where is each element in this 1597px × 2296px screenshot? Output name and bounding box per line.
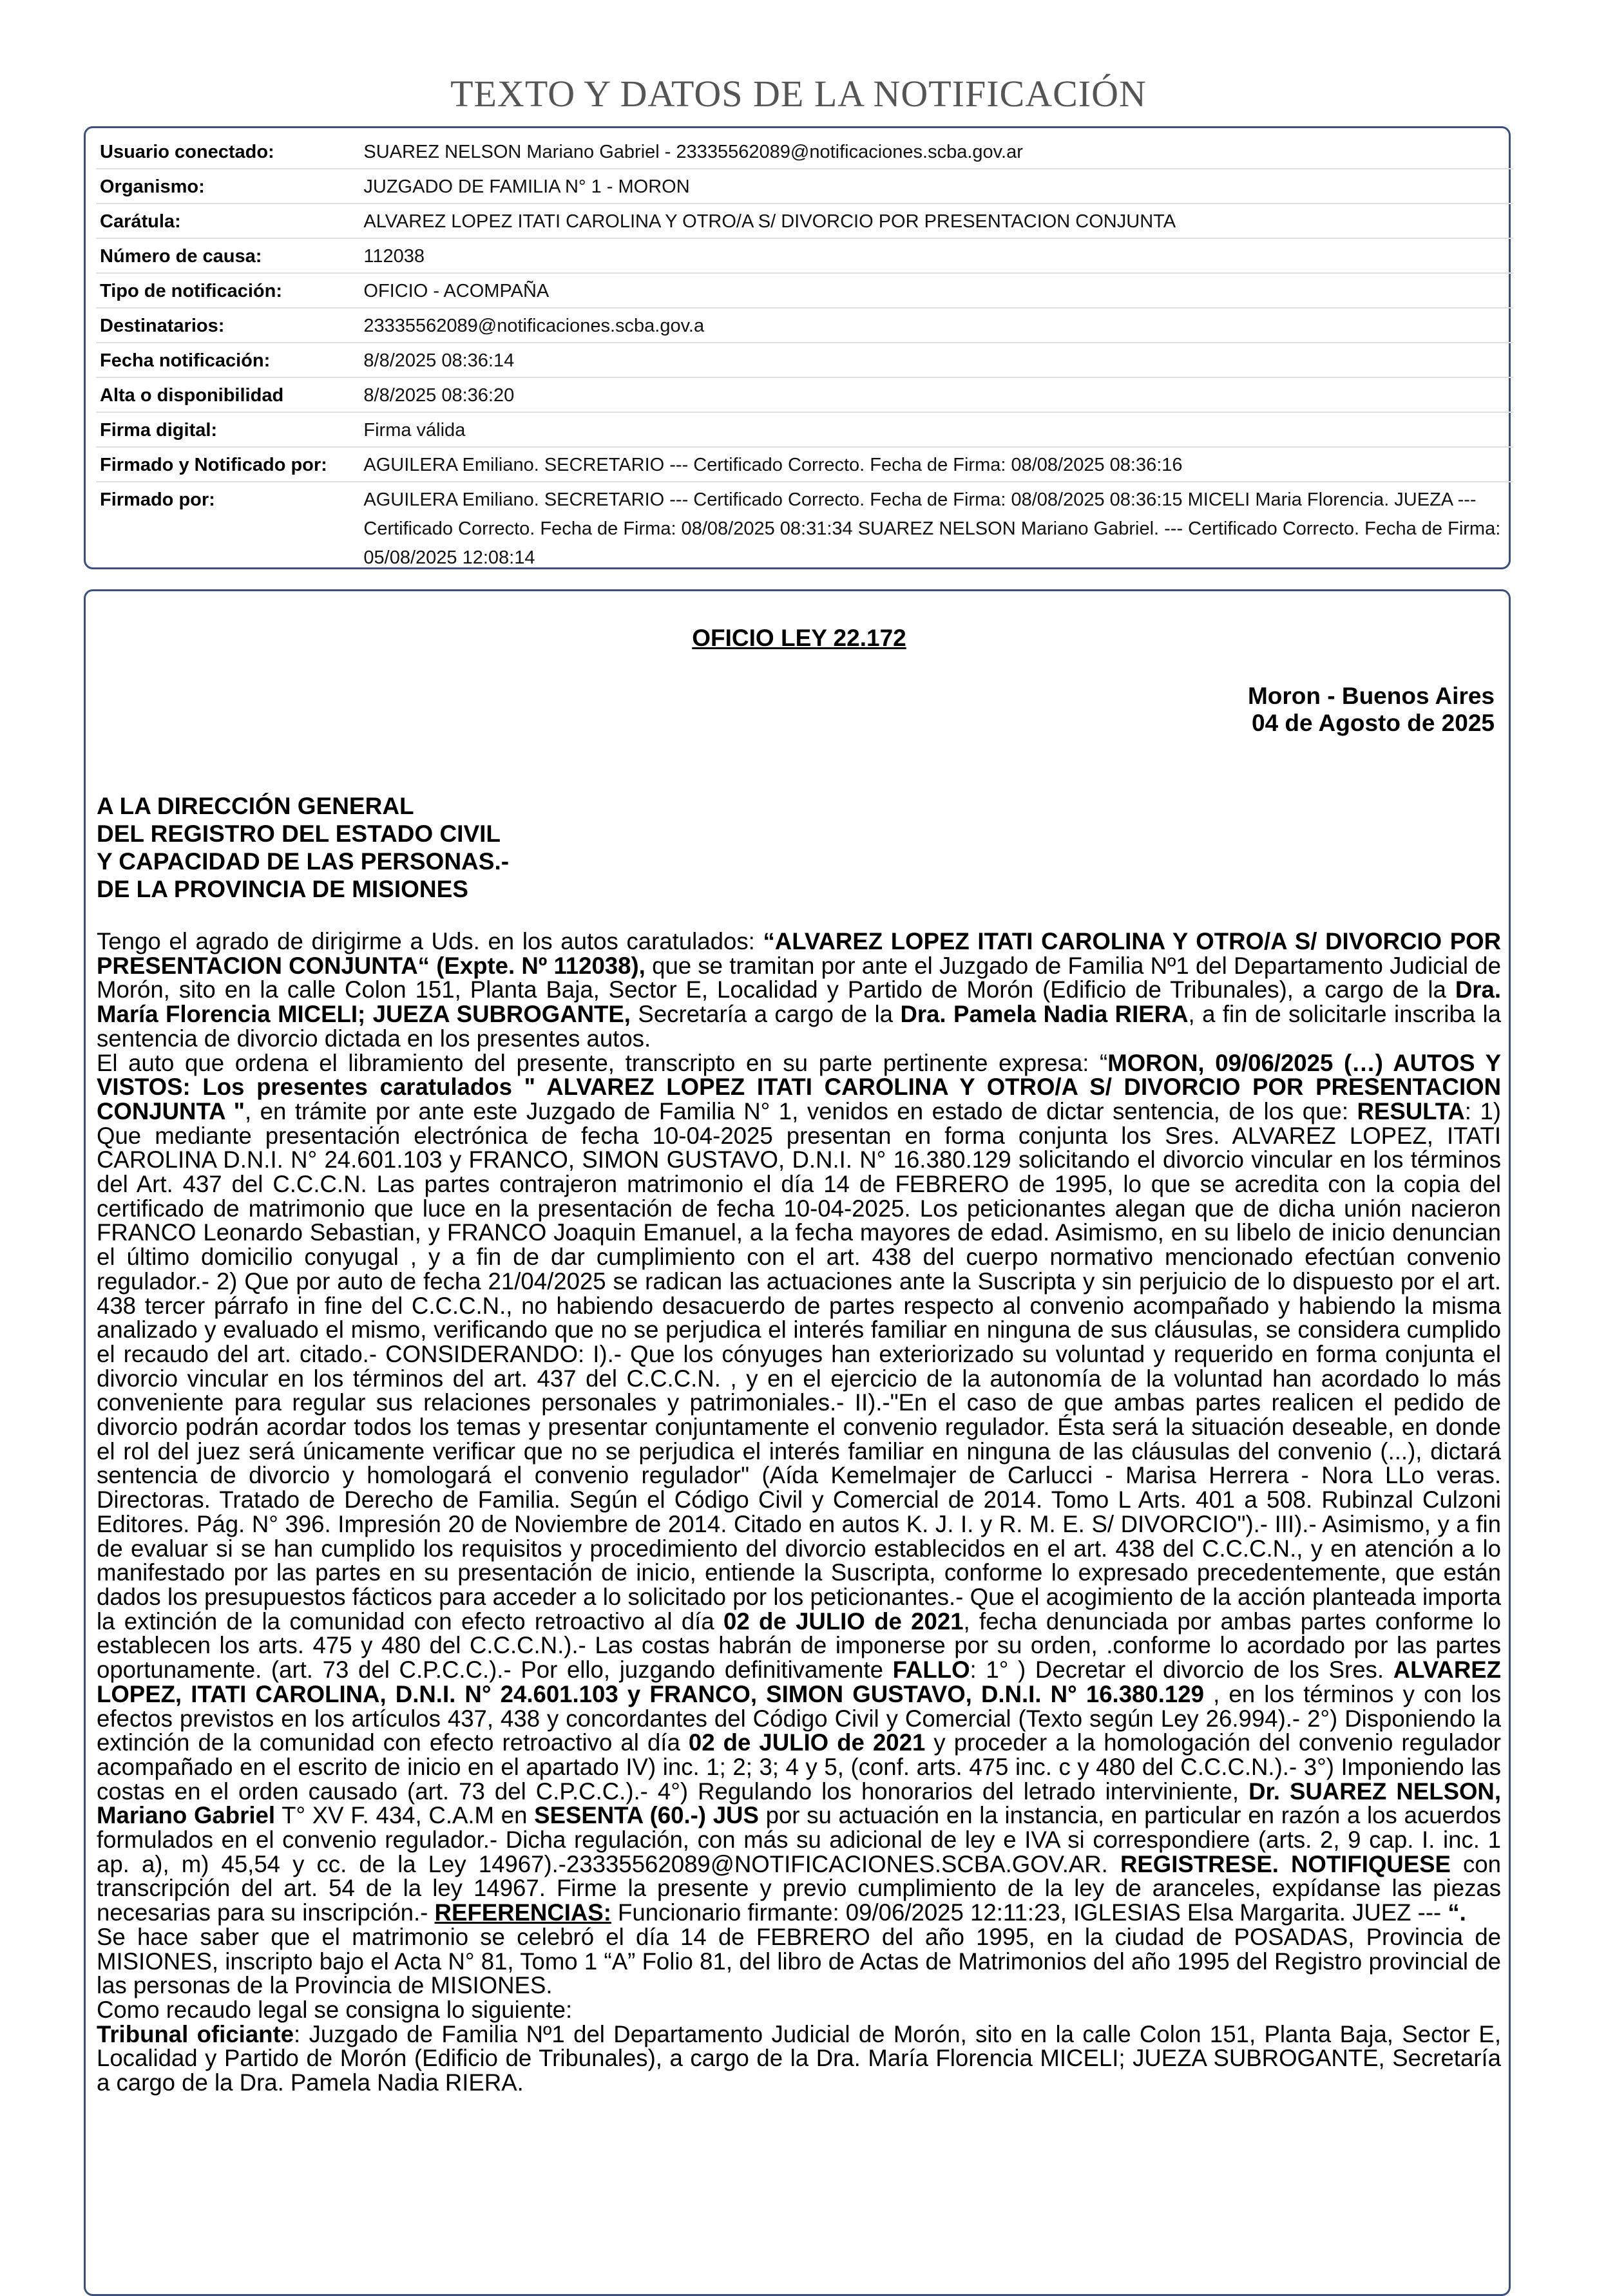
text-run: Funcionario firmante: 09/06/2025 12:11:23, IGLESIAS Elsa Margarita. JUEZ --- (611, 1899, 1448, 1926)
text-run: Tengo el agrado de dirigirme a Uds. en los autos caratulados: (97, 928, 763, 954)
bold-text-run: “. (1448, 1899, 1466, 1926)
tribunal-label: Tribunal oficiante (97, 2020, 294, 2047)
metadata-label: Fecha notificación: (96, 343, 363, 377)
paragraph-marriage-info: Se hace saber que el matrimonio se celebró el día 14 de FEBRERO del año 1995, en la ciudad de POSADAS, Provincia de MISIONES, inscripto bajo el Acta N° 81, Tomo 1 “A” Folio 81, del libro de Actas de Matrimonios del año 1995 del Registro provincial de las personas de la Provincia de MISIONES. (97, 1923, 1501, 1999)
addressee-line: A LA DIRECCIÓN GENERAL (97, 793, 414, 819)
bold-text-run: “ALVAREZ LOPEZ ITATI CAROLINA Y OTRO/A S/ DIVORCIO POR PRESENTACION CONJUNTA“ (Expte. Nº 112038), (97, 928, 1501, 979)
addressee-line: DE LA PROVINCIA DE MISIONES (97, 876, 468, 902)
bold-text-run: ALVAREZ LOPEZ, ITATI CAROLINA, D.N.I. N° 24.601.103 y FRANCO, SIMON GUSTAVO, D.N.I. N° 16.380.129 (97, 1656, 1501, 1707)
metadata-row (96, 238, 1513, 273)
metadata-table (96, 135, 1513, 574)
text-run: , en los términos y con los efectos previstos en los artículos 437, 438 y concordantes del Código Civil y Comercial (Texto según Ley 26.994).- 2°) Disponiendo la extinción de la comunidad con efecto retroactivo al día (97, 1680, 1501, 1756)
place-date (1248, 683, 1495, 737)
bold-text-run: Dra. María Florencia MICELI; JUEZA SUBROGANTE, (97, 976, 1501, 1028)
metadata-label: Tipo de notificación: (96, 273, 363, 308)
text-run: : 1° ) Decretar el divorcio de los Sres. (970, 1656, 1393, 1684)
bold-text-run: MORON, 09/06/2025 (…) AUTOS Y VISTOS: Los presentes caratulados " ALVAREZ LOPEZ ITATI CAROLINA Y OTRO/A S/ DIVORCIO POR PRESENTACION CONJUNTA " (97, 1049, 1501, 1124)
metadata-label: Usuario conectado: (96, 135, 363, 169)
metadata-label: Alta o disponibilidad (96, 377, 363, 412)
metadata-label: Firma digital: (96, 412, 363, 447)
bold-text-run: RESULTA (1357, 1097, 1465, 1124)
metadata-value: 112038 (363, 238, 1513, 273)
date: 04 de Agosto de 2025 (1252, 710, 1495, 736)
text-run: por su actuación en la instancia, en particular en razón a los acuerdos formulados en el convenio regulador.- Dicha regulación, con más su adicional de ley e IVA si correspondiere (arts. 2, 9 cap. I. inc. 1 ap. a), m) 45,54 y cc. de la Ley 14967).-23335562089@NOTIFICACIONES.SCBA.GOV.AR. (97, 1802, 1502, 1877)
oficio-title: OFICIO LEY 22.172 (692, 625, 906, 651)
metadata-value: JUZGADO DE FAMILIA N° 1 - MORON (363, 169, 1513, 204)
metadata-row (96, 308, 1513, 343)
text-run: con transcripción del art. 54 de la ley 14967. Firme la presente y previo cumplimiento de la ley de aranceles, expídanse las piezas necesarias para su inscripción.- (97, 1850, 1501, 1926)
metadata-row (96, 343, 1513, 377)
metadata-label: Destinatarios: (96, 308, 363, 343)
bold-text-run: 02 de JULIO de 2021 (688, 1729, 926, 1756)
paragraph-intro (97, 929, 1501, 1051)
metadata-value: Firma válida (363, 412, 1513, 447)
metadata-label: Número de causa: (96, 238, 363, 273)
paragraph-tribunal (97, 2022, 1501, 2095)
bold-text-run: Dra. Pamela Nadia RIERA (900, 1001, 1189, 1028)
text-run: que se tramitan por ante el Juzgado de Familia Nº1 del Departamento Judicial de Morón, sito en la calle Colon 151, Planta Baja, Sector E, Localidad y Partido de Morón (Edificio de Tribunales), a cargo de la (97, 952, 1501, 1003)
text-run: T° XV F. 434, C.A.M en (275, 1802, 535, 1829)
metadata-value: ALVAREZ LOPEZ ITATI CAROLINA Y OTRO/A S/ DIVORCIO POR PRESENTACION CONJUNTA (363, 204, 1513, 238)
text-run: Secretaría a cargo de la (630, 1001, 901, 1028)
page-title: TEXTO Y DATOS DE LA NOTIFICACIÓN (450, 73, 1147, 115)
metadata-row (96, 273, 1513, 308)
addressee-line: Y CAPACIDAD DE LAS PERSONAS.- (97, 848, 510, 875)
bold-text-run: REGISTRESE. NOTIFIQUESE (1120, 1850, 1451, 1877)
text-run: El auto que ordena el libramiento del presente, transcripto en su parte pertinente expresa: “ (97, 1049, 1108, 1076)
metadata-row (96, 377, 1513, 412)
text-run: y proceder a la homologación del convenio regulador acompañado en el escrito de inicio en el apartado IV) inc. 1; 2; 3; 4 y 5, (conf. arts. 475 inc. c y 480 del C.C.C.N.).- 3°) Imponiendo las costas en el orden causado (art. 73 del C.P.C.C.).- 4°) Regulando los honorarios del letrado interviniente, (97, 1729, 1501, 1805)
bold-text-run: SESENTA (60.-) JUS (534, 1802, 759, 1829)
metadata-value: AGUILERA Emiliano. SECRETARIO --- Certificado Correcto. Fecha de Firma: 08/08/2025 08:36:16 (363, 447, 1513, 482)
metadata-value: OFICIO - ACOMPAÑA (363, 273, 1513, 308)
metadata-row (96, 447, 1513, 482)
text-run: , en trámite por ante este Juzgado de Familia N° 1, venidos en estado de dictar sentencia, de los que: (245, 1097, 1357, 1124)
metadata-value: SUAREZ NELSON Mariano Gabriel - 23335562089@notificaciones.scba.gov.ar (363, 135, 1513, 169)
bold-text-run: 02 de JULIO de 2021 (723, 1608, 964, 1635)
paragraph-transcription (97, 1051, 1501, 1925)
metadata-label: Carátula: (96, 204, 363, 238)
bold-text-run: FALLO (892, 1656, 970, 1684)
text-run: , fecha denunciada por ambas partes conforme lo establecen los arts. 475 y 480 del C.C.C.N.).- Las costas habrán de imponerse por su orden, .conforme lo acordado por las partes oportunamente. (art. 73 del C.P.C.C.).- Por ello, juzgando definitivamente (97, 1608, 1501, 1684)
metadata-value: 8/8/2025 08:36:14 (363, 343, 1513, 377)
body-text (97, 929, 1501, 2095)
metadata-row (96, 482, 1513, 574)
metadata-value: 23335562089@notificaciones.scba.gov.a (363, 308, 1513, 343)
metadata-row (96, 412, 1513, 447)
metadata-label: Firmado por: (100, 489, 215, 510)
addressee (97, 792, 509, 903)
tribunal-text: : Juzgado de Familia Nº1 del Departamento Judicial de Morón, sito en la calle Colon 151, Planta Baja, Sector E, Localidad y Partido de Morón (Edificio de Tribunales), a cargo de la Dra. María Florencia MICELI; JUEZA SUBROGANTE, Secretaría a cargo de la Dra. Pamela Nadia RIERA. (97, 2020, 1501, 2096)
place: Moron - Buenos Aires (1247, 683, 1495, 709)
bold-text-run: REFERENCIAS: (434, 1899, 611, 1926)
metadata-row (96, 169, 1513, 204)
addressee-line: DEL REGISTRO DEL ESTADO CIVIL (97, 821, 501, 847)
bold-text-run: Dr. SUAREZ NELSON, Mariano Gabriel (97, 1778, 1501, 1829)
metadata-label: Firmado y Notificado por: (96, 447, 363, 482)
metadata-row (96, 204, 1513, 238)
metadata-label: Organismo: (96, 169, 363, 204)
paragraph-legal-requirement: Como recaudo legal se consigna lo siguiente: (97, 1996, 573, 2023)
document-body-box (84, 589, 1511, 2296)
notification-metadata-box (84, 126, 1511, 569)
text-run: , a fin de solicitarle inscriba la sentencia de divorcio dictada en los presentes autos. (97, 1001, 1501, 1052)
metadata-row (96, 135, 1513, 169)
metadata-value: 8/8/2025 08:36:20 (363, 377, 1513, 412)
text-run: : 1) Que mediante presentación electrónica de fecha 10-04-2025 presentan en forma conjunta los Sres. ALVAREZ LOPEZ, ITATI CAROLINA D.N.I. N° 24.601.103 y FRANCO, SIMON GUSTAVO, D.N.I. N° 16.380.129 solicitando el divorcio vincular en los términos del Art. 437 del C.C.C.N. Las partes contrajeron matrimonio el día 14 de FEBRERO de 1995, lo que se acredita con la copia del certificado de matrimonio que luce en la presentación de fecha 10-04-2025. Los peticionantes alegan que de dicha unión nacieron FRANCO Leonardo Sebastian, y FRANCO Joaquin Emanuel, a la fecha mayores de edad. Asimismo, en su libelo de inicio denuncian el último domicilio conyugal , y a fin de dar cumplimiento con el art. 438 del cuerpo normativo mencionado efectúan convenio regulador.- 2) Que por auto de fecha 21/04/2025 se radican las actuaciones ante la Suscripta y sin perjuicio de lo dispuesto por el art. 438 tercer párrafo in fine del C.C.C.N., no habiendo desacuerdo de partes respecto al convenio acompañado y habiendo la misma analizado y evaluado el mismo, verificando que no se perjudica el interés familiar en ninguna de sus cláusulas, se considera cumplido el recaudo del art. citado.- CONSIDERANDO: I).- Que los cónyuges han exteriorizado su voluntad y requerido en forma conjunta el divorcio vincular en los términos del art. 437 del C.C.C.N. , y en el ejercicio de la autonomía de la voluntad han acordado lo más conveniente para regular sus relaciones personales y patrimoniales.- II).-"En el caso de que ambas partes realicen el pedido de divorcio podrán acordar todos los temas y presentar conjuntamente el convenio regulador. Ésta será la situación deseable, en donde el rol del juez será únicamente verificar que no se perjudica el interés familiar en ninguna de las cláusulas del convenio (...), dictará sentencia de divorcio y homologará el convenio regulador" (Aída Kemelmajer de Carlucci - Marisa Herrera - Nora LLo veras. Directoras. Tratado de Derecho de Familia. Según el Código Civil y Comercial de 2014. Tomo L Arts. 401 a 508. Rubinzal Culzoni Editores. Pág. N° 396. Impresión 20 de Noviembre de 2014. Citado en autos K. J. I. y R. M. E. S/ DIVORCIO").- III).- Asimismo, y a fin de evaluar si se han cumplido los requisitos y procedimiento del divorcio establecidos en el art. 438 del C.C.C.N., y en atención a lo manifestado por las partes en su presentación de inicio, entiende la Suscripta, conforme lo expresado precedentemente, que están dados los presupuestos fácticos para acceder a lo solicitado por los peticionantes.- Que el acogimiento de la acción planteada importa la extinción de la comunidad con efecto retroactivo al día (97, 1097, 1501, 1635)
metadata-value: AGUILERA Emiliano. SECRETARIO --- Certificado Correcto. Fecha de Firma: 08/08/2025 08:36:15 MICELI Maria Florencia. JUEZA --- Certificado Correcto. Fecha de Firma: 08/08/2025 08:31:34 SUAREZ NELSON Mariano Gabriel. --- Certificado Correcto. Fecha de Firma: 05/08/2025 12:08:14 (363, 489, 1501, 568)
